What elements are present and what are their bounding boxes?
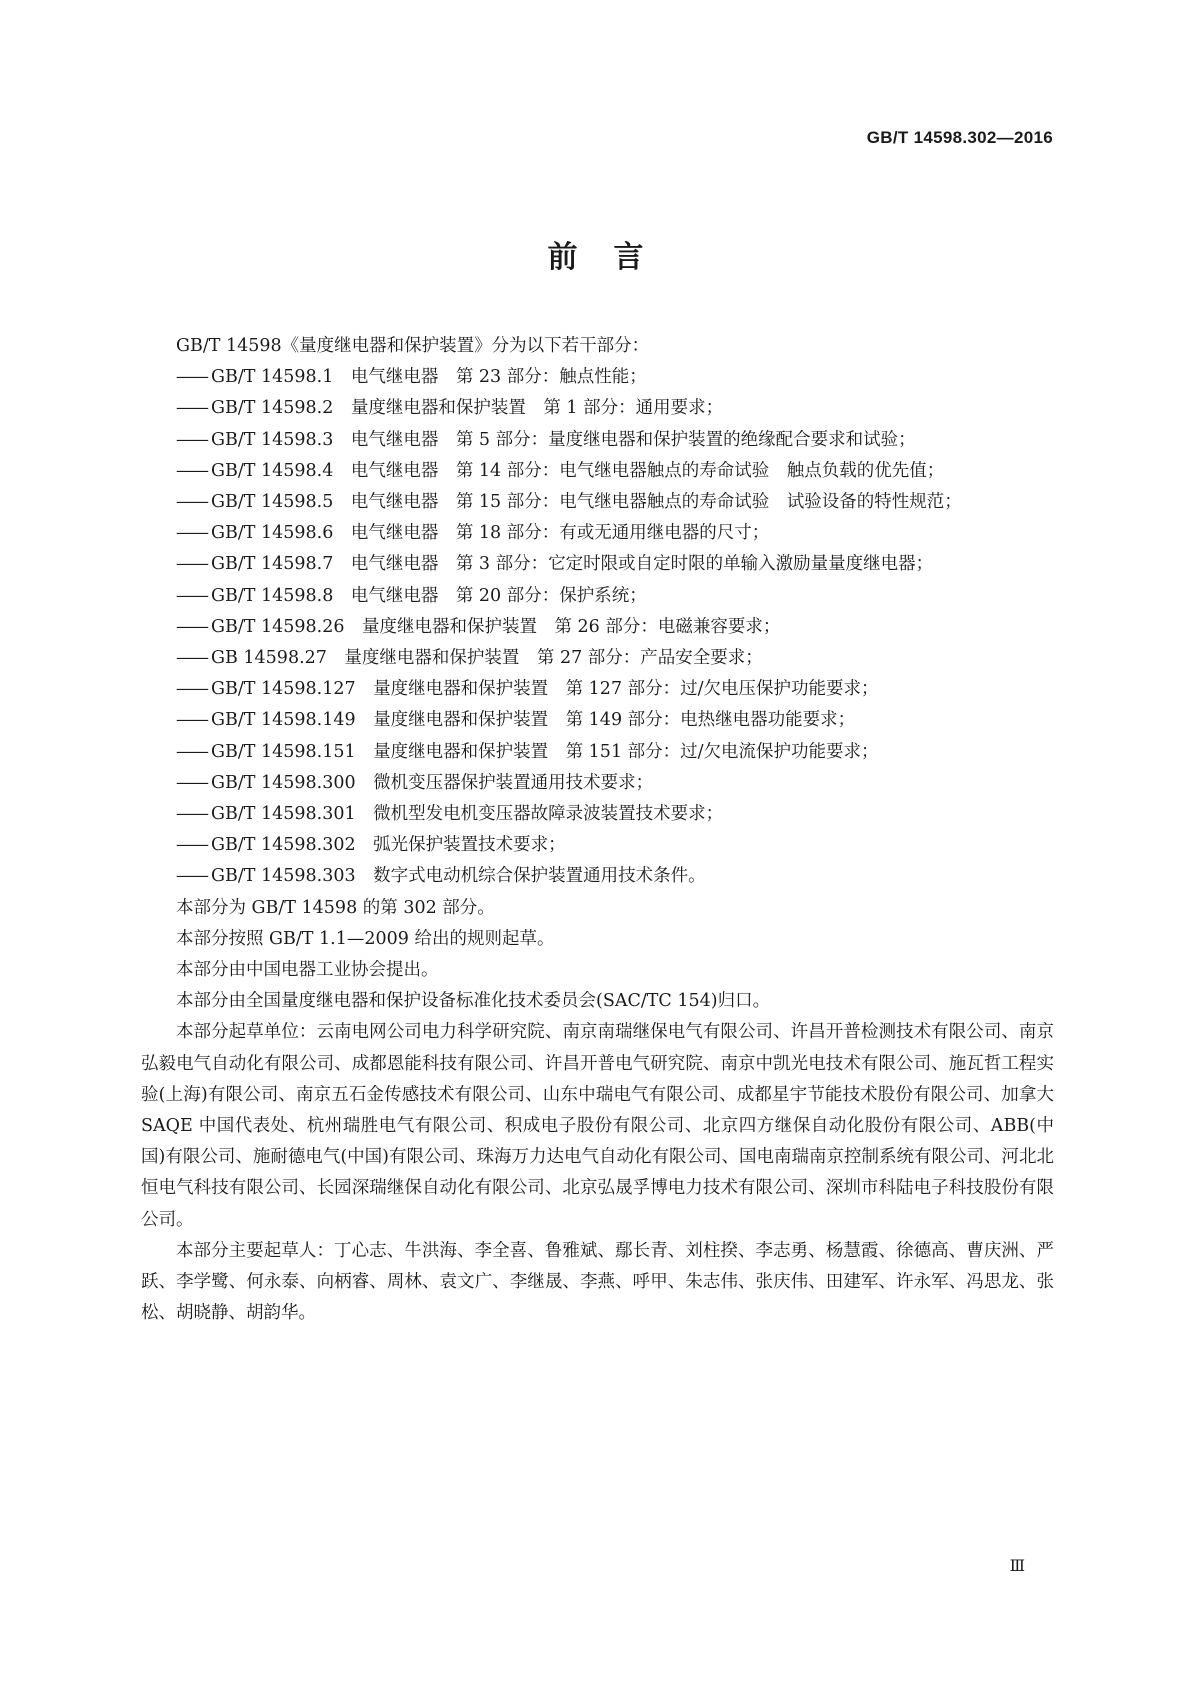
- page-title: 前言: [547, 240, 680, 275]
- part-code: GB/T 14598.5: [211, 492, 334, 513]
- part-title: 量度继电器和保护装置 第 127 部分：过/欠电压保护功能要求；: [373, 679, 879, 700]
- document-body: [141, 331, 1054, 1330]
- list-dash: ——: [176, 710, 207, 731]
- list-dash: ——: [176, 616, 207, 637]
- part-title: 弧光保护装置技术要求；: [373, 835, 566, 856]
- part-title: 电气继电器 第 18 部分：有或无通用继电器的尺寸；: [350, 523, 770, 544]
- part-list-item: [176, 799, 1054, 830]
- part-code: GB/T 14598.127: [211, 679, 356, 700]
- note-drafting-rules: 本部分按照 GB/T 1.1—2009 给出的规则起草。: [176, 928, 555, 949]
- part-list-item: [176, 643, 1054, 674]
- part-list-item: [176, 612, 1054, 643]
- part-list-item: [176, 705, 1054, 736]
- note-proposer: 本部分由中国电器工业协会提出。: [176, 960, 439, 981]
- part-list-item: [176, 393, 1054, 424]
- part-list-item: [176, 425, 1054, 456]
- part-code: GB/T 14598.1: [211, 367, 334, 388]
- list-dash: ——: [176, 554, 207, 575]
- part-title: 微机型发电机变压器故障录波装置技术要求；: [373, 804, 724, 825]
- part-title: 电气继电器 第 14 部分：电气继电器触点的寿命试验 触点负载的优先值；: [350, 460, 945, 481]
- part-code: GB/T 14598.301: [211, 804, 356, 825]
- part-code: GB/T 14598.8: [211, 585, 334, 606]
- part-code: GB/T 14598.7: [211, 554, 334, 575]
- parts-list: [176, 362, 1054, 892]
- part-code: GB/T 14598.4: [211, 460, 334, 481]
- list-dash: ——: [176, 679, 207, 700]
- drafting-units-paragraph: 本部分起草单位：云南电网公司电力科学研究院、南京南瑞继保电气有限公司、许昌开普检测技术有限公司、南京弘毅电气自动化有限公司、成都恩能科技有限公司、许昌开普电气研究院、南京中凯光电技术有限公司、施瓦哲工程实验(上海)有限公司、南京五石金传感技术有限公司、山东中瑞电气有限公司、成都星宇节能技术股份有限公司、加拿大 SAQE 中国代表处、杭州瑞胜电气有限公司、积成电子股份有限公司、北京四方继保自动化股份有限公司、ABB(中国)有限公司、施耐德电气(中国)有限公司、珠海万力达电气自动化有限公司、国电南瑞南京控制系统有限公司、河北北恒电气科技有限公司、长园深瑞继保自动化有限公司、北京弘晟孚博电力技术有限公司、深圳市科陆电子科技股份有限公司。: [141, 1022, 1054, 1230]
- part-list-item: [176, 581, 1054, 612]
- part-code: GB/T 14598.6: [211, 523, 334, 544]
- part-list-item: [176, 674, 1054, 705]
- part-title: 电气继电器 第 5 部分：量度继电器和保护装置的绝缘配合要求和试验；: [350, 429, 916, 450]
- part-list-item: [176, 768, 1054, 799]
- list-dash: ——: [176, 523, 207, 544]
- part-code: GB/T 14598.302: [211, 835, 356, 856]
- part-list-item: [176, 362, 1054, 393]
- intro-paragraph: GB/T 14598《量度继电器和保护装置》分为以下若干部分：: [176, 336, 650, 356]
- list-dash: ——: [176, 804, 207, 825]
- part-code: GB/T 14598.303: [211, 866, 356, 887]
- part-list-item: [176, 737, 1054, 768]
- part-list-item: [176, 830, 1054, 861]
- part-list-item: [176, 487, 1054, 518]
- part-list-item: [176, 549, 1054, 580]
- list-dash: ——: [176, 367, 207, 388]
- part-title: 电气继电器 第 23 部分：触点性能；: [350, 367, 647, 388]
- drafters-paragraph: 本部分主要起草人：丁心志、牛洪海、李全喜、鲁雅斌、鄢长青、刘柱揆、李志勇、杨慧霞、徐德高、曹庆洲、严跃、李学鹭、何永泰、向柄睿、周林、袁文广、李继晟、李燕、呼甲、朱志伟、张庆伟、田建军、许永军、冯思龙、张松、胡晓静、胡韵华。: [141, 1240, 1054, 1324]
- part-title: 电气继电器 第 15 部分：电气继电器触点的寿命试验 试验设备的特性规范；: [350, 492, 962, 513]
- list-dash: ——: [176, 772, 207, 793]
- list-dash: ——: [176, 866, 207, 887]
- note-part-number: 本部分为 GB/T 14598 的第 302 部分。: [176, 897, 495, 918]
- part-title: 数字式电动机综合保护装置通用技术条件。: [373, 866, 706, 887]
- list-dash: ——: [176, 835, 207, 856]
- part-title: 量度继电器和保护装置 第 1 部分：通用要求；: [350, 398, 724, 419]
- standard-number: GB/T 14598.302—2016: [866, 128, 1053, 147]
- part-list-item: [176, 861, 1054, 892]
- list-dash: ——: [176, 648, 207, 669]
- part-title: 电气继电器 第 20 部分：保护系统；: [350, 585, 647, 606]
- note-technical-committee: 本部分由全国量度继电器和保护设备标准化技术委员会(SAC/TC 154)归口。: [176, 991, 771, 1012]
- part-title: 量度继电器和保护装置 第 149 部分：电热继电器功能要求；: [373, 710, 856, 731]
- list-dash: ——: [176, 398, 207, 419]
- part-title: 量度继电器和保护装置 第 26 部分：电磁兼容要求；: [361, 616, 781, 637]
- list-dash: ——: [176, 492, 207, 513]
- part-code: GB/T 14598.3: [211, 429, 334, 450]
- list-dash: ——: [176, 585, 207, 606]
- part-code: GB/T 14598.300: [211, 772, 356, 793]
- part-code: GB 14598.27: [211, 648, 327, 669]
- list-dash: ——: [176, 460, 207, 481]
- part-title: 量度继电器和保护装置 第 151 部分：过/欠电流保护功能要求；: [373, 741, 879, 762]
- part-code: GB/T 14598.2: [211, 398, 334, 419]
- part-code: GB/T 14598.149: [211, 710, 356, 731]
- page-number: Ⅲ: [1009, 1556, 1025, 1575]
- part-title: 电气继电器 第 3 部分：它定时限或自定时限的单输入激励量量度继电器；: [350, 554, 934, 575]
- list-dash: ——: [176, 429, 207, 450]
- list-dash: ——: [176, 741, 207, 762]
- part-title: 微机变压器保护装置通用技术要求；: [373, 772, 654, 793]
- part-code: GB/T 14598.26: [211, 616, 345, 637]
- part-code: GB/T 14598.151: [211, 741, 356, 762]
- part-list-item: [176, 518, 1054, 549]
- part-title: 量度继电器和保护装置 第 27 部分：产品安全要求；: [344, 648, 763, 669]
- part-list-item: [176, 456, 1054, 487]
